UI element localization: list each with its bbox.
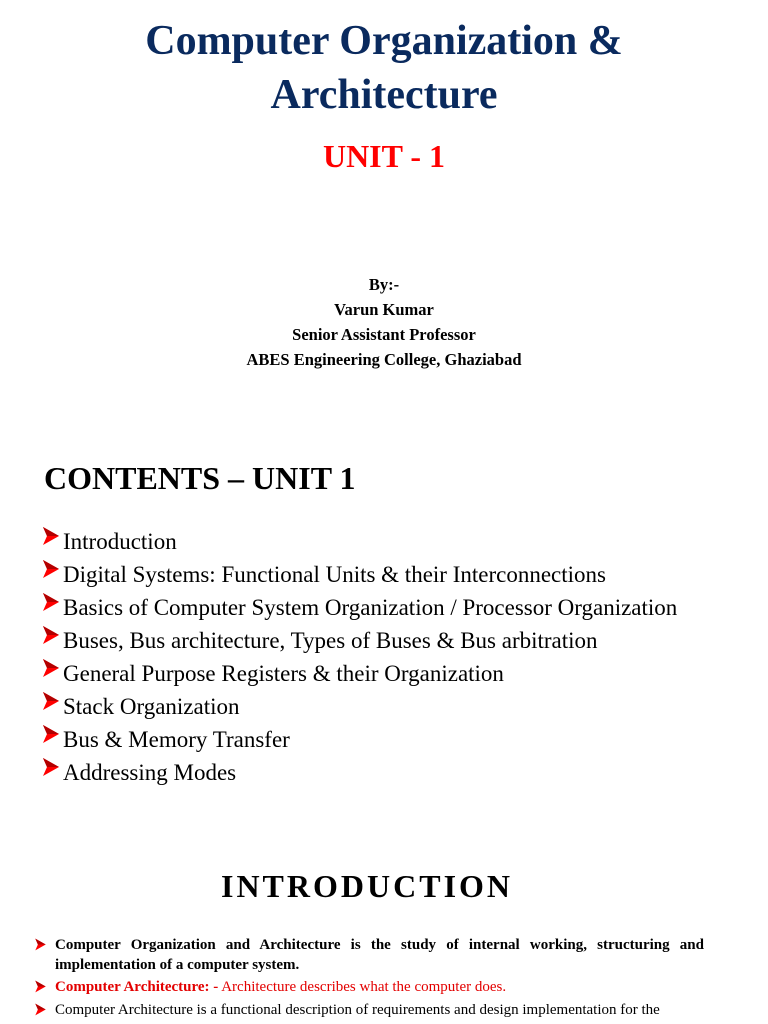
contents-item-label: Addressing Modes — [63, 760, 237, 785]
course-title — [0, 14, 768, 122]
introduction-point — [34, 978, 704, 998]
introduction-point-text: Computer Architecture is a functional description of requirements and design implementation for the — [55, 1001, 660, 1018]
course-title-line-1: Computer Organization & — [145, 18, 623, 64]
author-role: Senior Assistant Professor — [292, 325, 476, 344]
introduction-heading: INTRODUCTION — [220, 868, 514, 904]
red-arrow-bullet-icon — [42, 526, 60, 546]
introduction-slide — [0, 840, 768, 1024]
contents-item — [42, 528, 732, 556]
introduction-point — [34, 936, 704, 975]
red-arrow-bullet-icon — [34, 938, 47, 951]
contents-item-label: Stack Organization — [63, 694, 240, 719]
red-arrow-bullet-icon — [42, 658, 60, 678]
contents-item-label: General Purpose Registers & their Organization — [63, 661, 504, 686]
introduction-point-text: Architecture describes what the computer does. — [218, 979, 507, 995]
introduction-point-text: Computer Organization and Architecture is the study of internal working, structuring and implementation of a computer system. — [55, 937, 704, 973]
contents-list — [42, 528, 732, 792]
unit-label: UNIT - 1 — [322, 138, 446, 174]
contents-item-label: Bus & Memory Transfer — [63, 727, 290, 752]
contents-item — [42, 693, 732, 721]
red-arrow-bullet-icon — [42, 559, 60, 579]
contents-item-label: Buses, Bus architecture, Types of Buses & Bus arbitration — [63, 628, 598, 653]
contents-item — [42, 759, 732, 787]
contents-item — [42, 726, 732, 754]
red-arrow-bullet-icon — [42, 757, 60, 777]
by-label: By:- — [368, 275, 400, 294]
contents-item-label: Introduction — [63, 529, 177, 554]
red-arrow-bullet-icon — [42, 592, 60, 612]
title-slide — [0, 0, 768, 420]
contents-item-label: Basics of Computer System Organization / Processor Organization — [63, 595, 678, 620]
contents-item — [42, 594, 732, 622]
author-institution: ABES Engineering College, Ghaziabad — [246, 350, 522, 369]
red-arrow-bullet-icon — [34, 1003, 47, 1016]
contents-item — [42, 561, 732, 589]
author-byline — [0, 272, 768, 372]
red-arrow-bullet-icon — [42, 691, 60, 711]
contents-slide — [0, 420, 768, 840]
introduction-point-label: Computer Architecture: - — [55, 979, 219, 995]
red-arrow-bullet-icon — [42, 625, 60, 645]
contents-heading: CONTENTS – UNIT 1 — [44, 460, 356, 496]
introduction-points — [34, 936, 704, 1023]
course-title-line-2: Architecture — [270, 72, 498, 118]
contents-item-label: Digital Systems: Functional Units & their Interconnections — [63, 562, 606, 587]
author-name: Varun Kumar — [334, 300, 434, 319]
contents-item — [42, 660, 732, 688]
contents-item — [42, 627, 732, 655]
red-arrow-bullet-icon — [42, 724, 60, 744]
introduction-point — [34, 1001, 704, 1021]
red-arrow-bullet-icon — [34, 980, 47, 993]
